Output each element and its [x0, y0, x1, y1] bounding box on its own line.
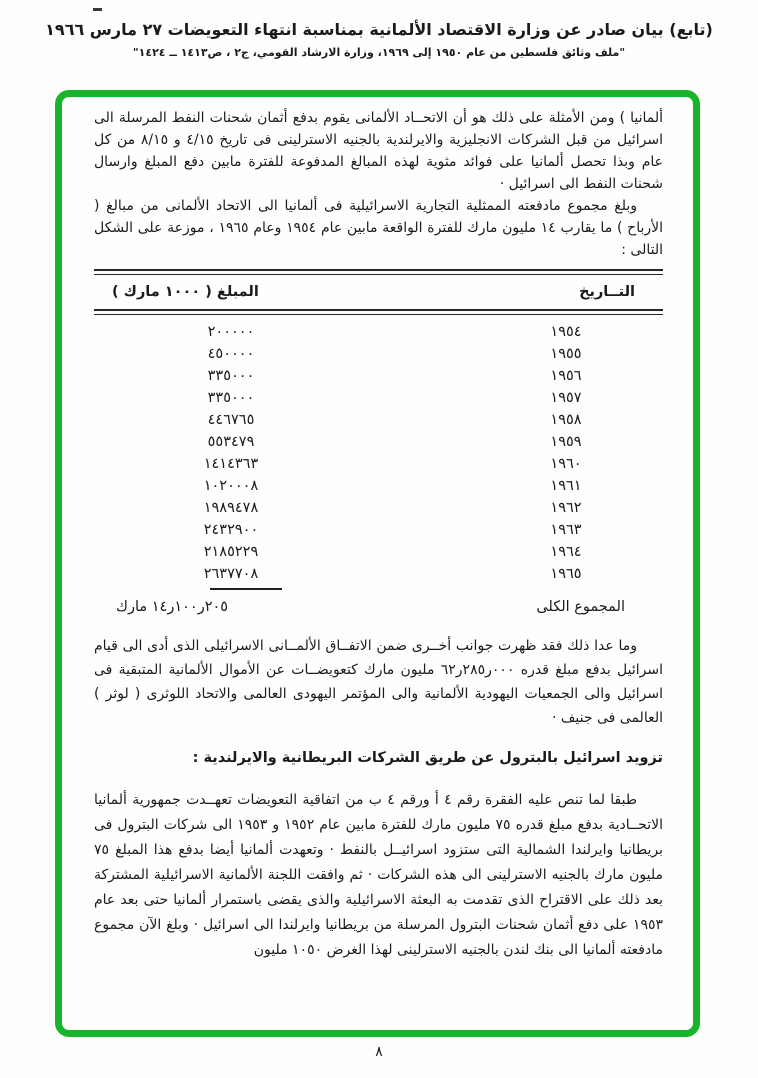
table-cell-year: ١٩٥٨	[550, 412, 582, 428]
payments-table	[94, 269, 663, 620]
table-row	[94, 431, 663, 453]
paragraph-oil-payments: ألمانيا ) ومن الأمثلة على ذلك هو أن الاتحــاد الألمانى يقوم بدفع أثمان شحنات النفط المرسلة الى اسرائيل من قبل الشركات الانجليزية والايرلندية بالجنيه الاسترلينى فى تاريخ ٤/١٥ و ٨/١٥ من كل عام وبذا تحصل ألمانيا على فوائد مثوية لهذه المبالغ المدفوعة للفترة مابين دفع المبلغ وارسال شحنات النفط الى اسرائيل ·	[94, 110, 663, 192]
paragraph-trade-mission-total: وبلغ مجموع مادفعته الممثلية التجارية الاسرائيلية فى ألمانيا الى الاتحاد الألمانى من مبالغ ( الأرباح ) ما يقارب ١٤ مليون مارك للفترة الواقعة مابين عام ١٩٥٤ وعام ١٩٦٥ ، موزعة على الشكل التالى :	[94, 198, 663, 258]
table-cell-year: ١٩٦٢	[550, 500, 582, 516]
table-header-row	[94, 275, 663, 309]
document-body	[62, 97, 693, 1030]
page-number: ٨	[375, 1044, 383, 1060]
table-cell-year: ١٩٥٩	[550, 434, 582, 450]
table-cell-year: ١٩٥٥	[550, 346, 582, 362]
table-cell-amount: ٢٤٣٢٩٠٠	[203, 522, 259, 538]
table-cell-year: ١٩٦٥	[550, 566, 582, 582]
document-source-line: "ملف وثائق فلسطين من عام ١٩٥٠ إلى ١٩٦٩، وزارة الارشاد القومي، ج٢ ، ص١٤١٣ ــ ١٤٢٤"	[132, 46, 626, 59]
table-cell-amount: ٢٦٣٧٧٠٨	[203, 566, 259, 582]
table-row	[94, 453, 663, 475]
table-cell-amount: ١٠٢٠٠٠٨	[203, 478, 259, 494]
table-cell-amount: ٤٤٦٧٦٥	[207, 412, 255, 428]
table-row	[94, 519, 663, 541]
table-row	[94, 475, 663, 497]
scan-artifact-mark	[93, 8, 102, 11]
table-cell-amount: ٤٥٠٠٠٠	[207, 346, 255, 362]
sum-underline-wrap	[94, 588, 663, 590]
table-cell-year: ١٩٦٤	[550, 544, 582, 560]
table-cell-amount: ١٤١٤٣٦٣	[203, 456, 259, 472]
table-cell-year: ١٩٥٦	[550, 368, 582, 384]
table-row	[94, 409, 663, 431]
table-cell-year: ١٩٦١	[550, 478, 582, 494]
table-header-amount: المبلغ ( ١٠٠٠ مارك )	[112, 284, 259, 300]
paragraph-other-agreement-aspects: وما عدا ذلك فقد ظهرت جوانب أخــرى ضمن الاتفــاق الألمــانى الاسرائيلى الذى أدى الى قيام اسرائيل بدفع مبلغ قدره ٠٠٠ر٢٨٥ر٦٢ مليون مارك كتعويضــات عن الأموال الألمانية المتبقية فى اسرائيل والى الجمعيات اليهودية الألمانية والى المؤتمر اليهودى العالمى والاتحاد اللوثرى ( لوثر ) العالمى فى جنيف ·	[94, 638, 664, 726]
paragraph-petrol-companies: طبقا لما تنص عليه الفقرة رقم ٤ أ ورقم ٤ ب من اتفاقية التعويضات تعهــدت جمهورية ألمانيا الاتحــادية بدفع مبلغ قدره ٧٥ مليون مارك للفترة مابين عام ١٩٥٢ و ١٩٥٣ الى شركات البترول فى بريطانيا وايرلندا الشمالية التى ستزود اسرائيــل بالنفط · وتعهدت ألمانيا أيضا بدفع هذا المبلغ ٧٥ مليون مارك بالجنيه الاسترلينى الى هذه الشركات · ثم وافقت اللجنة الألمانية الاسرائيلية المشتركة بعد ذلك على الاقتراح الذى تقدمت به البعثة الاسرائيلية والذى يقضى باستمرار ألمانيا حتى بعد عام ١٩٥٣ على دفع أثمان شحنات البترول المرسلة من بريطانيا وايرلندا الى اسرائيل · وبلغ الآن مجموع مادفعته ألمانيا الى بنك لندن بالجنيه الاسترلينى لهذا الغرض ١٠٥٠ مليون	[94, 792, 663, 958]
table-row	[94, 321, 663, 343]
table-header-date: التــاريخ	[579, 284, 635, 300]
table-cell-amount: ٢٠٠٠٠٠	[207, 324, 255, 340]
table-cell-year: ١٩٥٧	[550, 390, 582, 406]
table-row	[94, 497, 663, 519]
table-cell-amount: ٣٣٥٠٠٠	[207, 368, 255, 384]
table-cell-year: ١٩٥٤	[550, 324, 582, 340]
table-total-value: ٢٠٥ر١٠٠ر١٤ مارك	[116, 599, 229, 615]
document-title: (تابع) بيان صادر عن وزارة الاقتصاد الألمانية بمناسبة انتهاء التعويضات ٢٧ مارس ١٩٦٦	[45, 20, 713, 39]
table-body	[94, 315, 663, 585]
table-cell-amount: ١٩٨٩٤٧٨	[203, 500, 259, 516]
section-heading-petrol-supply: تزويد اسرائيل بالبترول عن طريق الشركات البريطانية والايرلندية :	[192, 750, 663, 766]
table-row	[94, 365, 663, 387]
sum-underline	[210, 588, 282, 590]
table-cell-year: ١٩٦٣	[550, 522, 582, 538]
table-row	[94, 387, 663, 409]
table-total-row	[94, 594, 663, 620]
table-row	[94, 343, 663, 365]
document-header	[0, 20, 758, 59]
table-row	[94, 541, 663, 563]
table-total-label: المجموع الكلى	[536, 599, 625, 615]
table-cell-amount: ٥٥٣٤٧٩	[207, 434, 255, 450]
table-cell-amount: ٢١٨٥٢٢٩	[203, 544, 259, 560]
table-row	[94, 563, 663, 585]
green-border-frame	[55, 90, 700, 1037]
table-cell-year: ١٩٦٠	[550, 456, 582, 472]
table-cell-amount: ٣٣٥٠٠٠	[207, 390, 255, 406]
